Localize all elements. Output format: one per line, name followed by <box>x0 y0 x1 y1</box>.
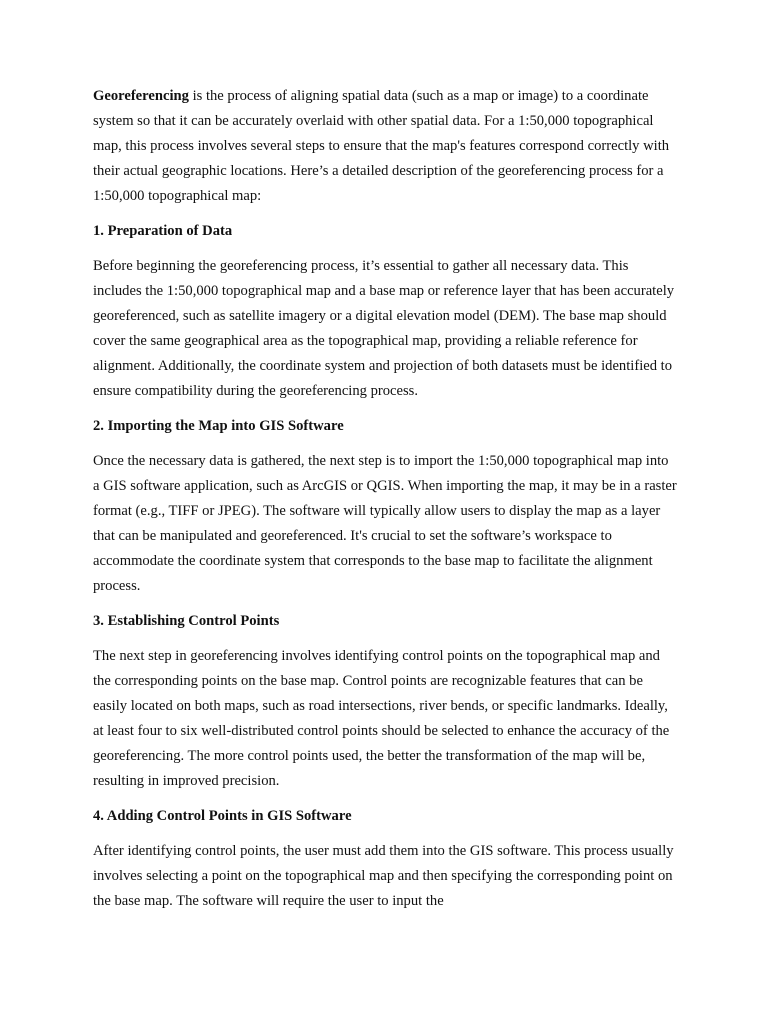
document-page <box>93 84 677 924</box>
intro-paragraph <box>93 84 677 209</box>
section-heading-3: 3. Establishing Control Points <box>93 613 280 629</box>
section-heading-1: 1. Preparation of Data <box>93 223 233 239</box>
section-heading-2: 2. Importing the Map into GIS Software <box>93 418 344 434</box>
section-body-4: After identifying control points, the user must add them into the GIS software. This process usually involves selecting a point on the topographical map and then specifying the corresponding point on the base map. The software will require the user to input the <box>93 843 674 909</box>
intro-text: is the process of aligning spatial data (such as a map or image) to a coordinate system so that it can be accurately overlaid with other spatial data. For a 1:50,000 topographical map, this process involves several steps to ensure that the map's features correspond correctly with their actual geographic locations. Here’s a detailed description of the georeferencing process for a 1:50,000 topographical map: <box>93 88 670 204</box>
section-heading-4: 4. Adding Control Points in GIS Software <box>93 808 352 824</box>
intro-term: Georeferencing <box>93 88 189 104</box>
section-body-1: Before beginning the georeferencing process, it’s essential to gather all necessary data. This includes the 1:50,000 topographical map and a base map or reference layer that has been accurately georeferenced, such as satellite imagery or a digital elevation model (DEM). The base map should cover the same geographical area as the topographical map, providing a reliable reference for alignment. Additionally, the coordinate system and projection of both datasets must be identified to ensure compatibility during the georeferencing process. <box>93 258 675 399</box>
section-body-3: The next step in georeferencing involves identifying control points on the topographical map and the corresponding points on the base map. Control points are recognizable features that can be easily located on both maps, such as road intersections, river bends, or specific landmarks. Ideally, at least four to six well-distributed control points should be selected to enhance the accuracy of the georeferencing. The more control points used, the better the transformation of the map will be, resulting in improved precision. <box>93 648 670 789</box>
section-body-2: Once the necessary data is gathered, the next step is to import the 1:50,000 topographical map into a GIS software application, such as ArcGIS or QGIS. When importing the map, it may be in a raster format (e.g., TIFF or JPEG). The software will typically allow users to display the map as a layer that can be manipulated and georeferenced. It's crucial to set the software’s workspace to accommodate the coordinate system that corresponds to the base map to facilitate the alignment process. <box>93 453 677 594</box>
